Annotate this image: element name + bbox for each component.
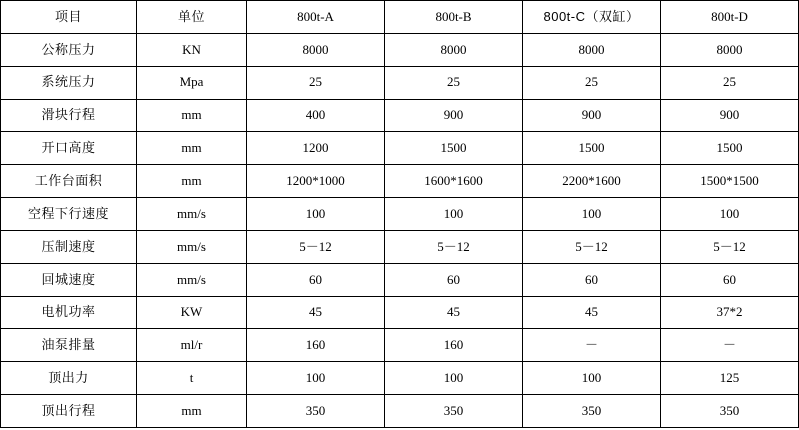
row-unit: KW [137, 296, 247, 329]
column-header-unit: 单位 [137, 1, 247, 34]
row-label: 回城速度 [1, 263, 137, 296]
cell-value: 45 [523, 296, 661, 329]
cell-value: 1200 [247, 132, 385, 165]
row-label: 油泵排量 [1, 329, 137, 362]
table-row [1, 263, 799, 296]
column-header-model-c: 800t-C（双缸） [523, 1, 661, 34]
cell-value: 25 [523, 66, 661, 99]
cell-value: 5－12 [385, 230, 523, 263]
table-row [1, 395, 799, 428]
cell-value: 100 [247, 362, 385, 395]
row-label: 工作台面积 [1, 165, 137, 198]
cell-value: 125 [661, 362, 799, 395]
cell-value: 8000 [661, 33, 799, 66]
row-label: 滑块行程 [1, 99, 137, 132]
cell-value: 60 [523, 263, 661, 296]
row-unit: mm/s [137, 263, 247, 296]
row-label: 顶出力 [1, 362, 137, 395]
column-header-item: 项目 [1, 1, 137, 34]
table-row [1, 230, 799, 263]
table-row [1, 165, 799, 198]
table-header-row [1, 1, 799, 34]
cell-value: 900 [661, 99, 799, 132]
row-unit: mm [137, 132, 247, 165]
cell-value: 350 [385, 395, 523, 428]
cell-value: 160 [385, 329, 523, 362]
column-header-model-d: 800t-D [661, 1, 799, 34]
row-unit: mm/s [137, 198, 247, 231]
cell-value: 25 [661, 66, 799, 99]
table-row [1, 99, 799, 132]
table-row [1, 296, 799, 329]
cell-value: 8000 [247, 33, 385, 66]
cell-value: － [661, 329, 799, 362]
cell-value: 5－12 [247, 230, 385, 263]
row-unit: Mpa [137, 66, 247, 99]
row-label: 压制速度 [1, 230, 137, 263]
row-unit: KN [137, 33, 247, 66]
cell-value: 100 [385, 198, 523, 231]
cell-value: 8000 [523, 33, 661, 66]
table-row [1, 198, 799, 231]
cell-value: 100 [247, 198, 385, 231]
cell-value: 1500*1500 [661, 165, 799, 198]
cell-value: 60 [247, 263, 385, 296]
table-body [1, 1, 799, 428]
row-label: 公称压力 [1, 33, 137, 66]
cell-value: 100 [523, 198, 661, 231]
cell-value: 1500 [661, 132, 799, 165]
cell-value: 8000 [385, 33, 523, 66]
cell-value: － [523, 329, 661, 362]
table-row [1, 33, 799, 66]
cell-value: 100 [523, 362, 661, 395]
cell-value: 37*2 [661, 296, 799, 329]
row-label: 系统压力 [1, 66, 137, 99]
column-header-model-a: 800t-A [247, 1, 385, 34]
cell-value: 5－12 [661, 230, 799, 263]
row-label: 空程下行速度 [1, 198, 137, 231]
cell-value: 45 [385, 296, 523, 329]
cell-value: 1500 [385, 132, 523, 165]
cell-value: 2200*1600 [523, 165, 661, 198]
row-unit: mm [137, 99, 247, 132]
cell-value: 25 [385, 66, 523, 99]
cell-value: 25 [247, 66, 385, 99]
cell-value: 900 [523, 99, 661, 132]
cell-value: 5－12 [523, 230, 661, 263]
row-unit: t [137, 362, 247, 395]
cell-value: 45 [247, 296, 385, 329]
cell-value: 1200*1000 [247, 165, 385, 198]
cell-value: 100 [661, 198, 799, 231]
table-row [1, 329, 799, 362]
cell-value: 1500 [523, 132, 661, 165]
cell-value: 900 [385, 99, 523, 132]
column-header-model-b: 800t-B [385, 1, 523, 34]
cell-value: 400 [247, 99, 385, 132]
row-label: 开口高度 [1, 132, 137, 165]
cell-value: 60 [385, 263, 523, 296]
table-row [1, 362, 799, 395]
table-row [1, 132, 799, 165]
row-label: 顶出行程 [1, 395, 137, 428]
row-unit: mm [137, 165, 247, 198]
cell-value: 1600*1600 [385, 165, 523, 198]
row-unit: mm [137, 395, 247, 428]
row-label: 电机功率 [1, 296, 137, 329]
cell-value: 350 [247, 395, 385, 428]
cell-value: 100 [385, 362, 523, 395]
row-unit: ml/r [137, 329, 247, 362]
cell-value: 160 [247, 329, 385, 362]
row-unit: mm/s [137, 230, 247, 263]
cell-value: 350 [661, 395, 799, 428]
cell-value: 60 [661, 263, 799, 296]
table-row [1, 66, 799, 99]
cell-value: 350 [523, 395, 661, 428]
